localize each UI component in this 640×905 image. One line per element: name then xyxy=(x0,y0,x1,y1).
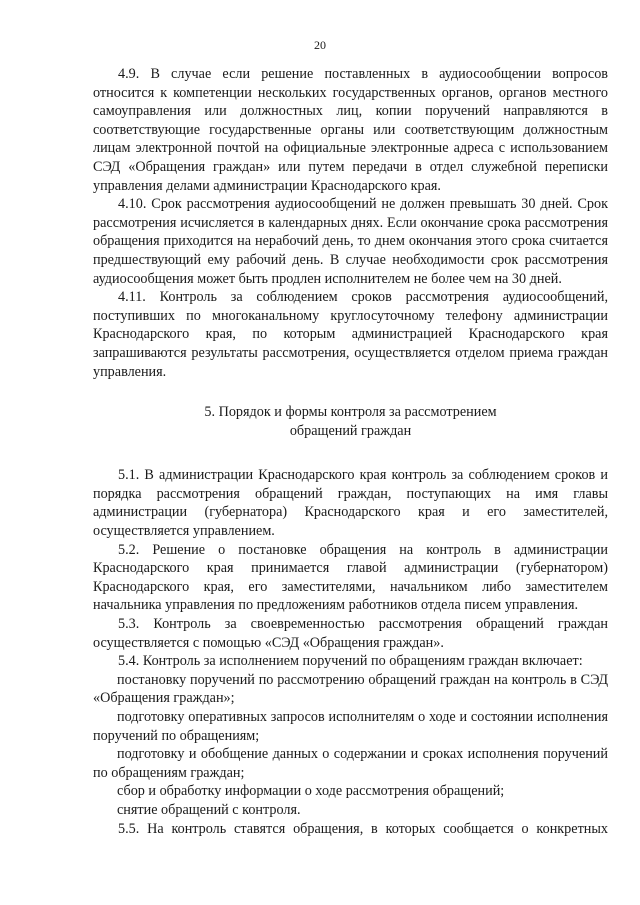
list-item-control-removal: снятие обращений с контроля. xyxy=(117,801,301,818)
list-item-info-collection: сбор и обработку информации о ходе рассмотрения обращений; xyxy=(117,783,505,800)
section-heading-line1: 5. Порядок и формы контроля за рассмотрением xyxy=(204,404,497,421)
paragraph-5-5: 5.5. На контроль ставятся обращения, в которых сообщается о конкретных xyxy=(118,820,608,837)
list-item-operative-requests: подготовку оперативных запросов исполнителям о ходе и состоянии исполнения поручений по обращениям; xyxy=(93,709,608,744)
paragraph-4-9: 4.9. В случае если решение поставленных в аудиосообщении вопросов относится к компетенции нескольких государственных органов, органов местного самоуправления или должностных лиц, копии поручений направляются в соответствующие государственные органы или соответствующим должностным лицам электронной почтой на официальные электронные адреса с использованием СЭД «Обращения граждан» или путем передачи в отдел служебной переписки управления делами администрации Краснодарского края. xyxy=(93,66,608,194)
section-heading xyxy=(93,403,608,440)
paragraph-5-4: 5.4. Контроль за исполнением поручений по обращениям граждан включает: xyxy=(118,653,583,670)
paragraph-5-1: 5.1. В администрации Краснодарского края контроль за соблюдением сроков и порядка рассмотрения обращений граждан, поступающих на имя главы администрации (губернатора) Краснодарского края и его заместителей, осуществляется управлением. xyxy=(93,467,608,540)
page-number: 20 xyxy=(314,38,326,52)
document-body xyxy=(93,65,608,838)
section-heading-line2: обращений граждан xyxy=(289,422,412,439)
list-item-data-summary: подготовку и обобщение данных о содержании и сроках исполнения поручений по обращениям граждан; xyxy=(93,746,608,781)
list-item-control-setup: постановку поручений по рассмотрению обращений граждан на контроль в СЭД «Обращения граждан»; xyxy=(93,671,608,707)
paragraph-4-10: 4.10. Срок рассмотрения аудиосообщений не должен превышать 30 дней. Срок рассмотрения исчисляется в календарных днях. Если окончание срока рассмотрения обращения приходится на нерабочий день, то днем окончания этого срока считается предшествующий ему рабочий день. В случае необходимости срок рассмотрения аудиосообщения может быть продлен исполнителем не более чем на 30 дней. xyxy=(93,196,608,287)
paragraph-5-2: 5.2. Решение о постановке обращения на контроль в администрации Краснодарского края принимается главой администрации (губернатором) Краснодарского края, его заместителями, начальником либо заместителем начальника управления по предложениям работников отдела писем управления. xyxy=(93,541,608,614)
paragraph-5-3: 5.3. Контроль за своевременностью рассмотрения обращений граждан осуществляется с помощью «СЭД «Обращения граждан». xyxy=(93,616,608,651)
paragraph-4-11: 4.11. Контроль за соблюдением сроков рассмотрения аудиосообщений, поступивших по многоканальному круглосуточному телефону администрации Краснодарского края, по которым администрацией Краснодарского края запрашиваются результаты рассмотрения, осуществляется отделом приема граждан управления. xyxy=(93,289,608,380)
